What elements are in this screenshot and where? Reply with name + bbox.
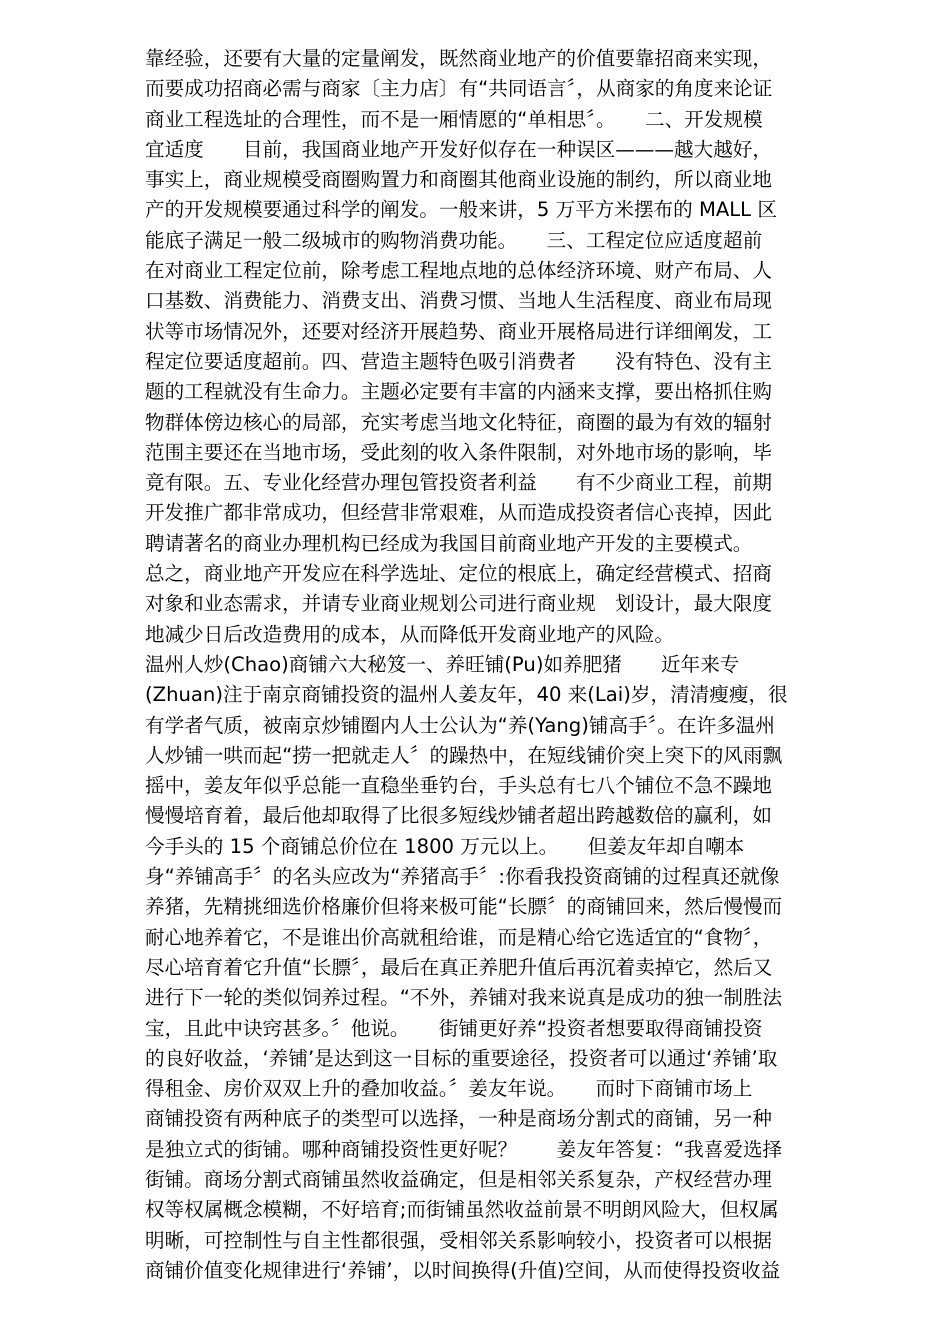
text-line: 慢慢培育着，最后他却取得了比很多短线炒铺者超出跨越数倍的赢利，如 [145,804,772,828]
text-line: 有学者气质，被南京炒铺圈内人士公认为“养(Yang)铺高手〞。在许多温州 [145,713,775,737]
text-line: 竟有限。五、专业化经营办理包管投资者利益 有不少商业工程，前期 [145,471,772,495]
text-line: 是独立式的街铺。哪种商铺投资性更好呢？ 姜友年答复：“我喜爱选择 [145,1137,783,1161]
text-line: 题的工程就没有生命力。主题必定要有丰富的内涵来支撑，要出格抓住购 [145,380,772,404]
text-line: 耐心地养着它，不是谁出价高就租给谁，而是精心给它选适宜的“食物〞， [145,925,773,949]
text-line: 尽心培育着它升值“长膘〞，最后在真正养肥升值后再沉着卖掉它，然后又 [145,955,773,979]
text-line: 口基数、消费能力、消费支出、消费习惯、当地人生活程度、商业布局现 [145,289,772,313]
text-line: 摇中，姜友年似乎总能一直稳坐垂钓台，手头总有七八个铺位不急不躁地 [145,774,772,798]
text-line: 今手头的 15 个商铺总价位在 1800 万元以上。 但姜友年却自嘲本 [145,834,745,858]
text-line: 范围主要还在当地市场，受此刻的收入条件限制，对外地市场的影响，毕 [145,440,772,464]
text-line: 明晰，可控制性与自主性都很强，受相邻关系影响较小，投资者可以根据 [145,1228,772,1252]
text-line: 产的开发规模要通过科学的阐发。一般来讲，5 万平方米摆布的 MALL 区 [145,198,777,222]
text-line: 宝，且此中诀窍甚多。〞他说。 街铺更好养“投资者想要取得商铺投资 [145,1016,763,1040]
text-line: 养猪，先精挑细选价格廉价但将来极可能“长膘〞的商铺回来，然后慢慢而 [145,895,783,919]
text-line: 的良好收益，‘养铺’是达到这一目标的重要途径，投资者可以通过‘养铺’取 [145,1046,778,1070]
text-line: 聘请著名的商业办理机构已经成为我国目前商业地产开发的主要模式。 [145,531,753,555]
text-line: 总之，商业地产开发应在科学选址、定位的根底上，确定经营模式、招商 [145,562,772,586]
text-line: 街铺。商场分割式商铺虽然收益确定，但是相邻关系复杂，产权经营办理 [145,1167,772,1191]
text-line: 进行下一轮的类似饲养过程。“不外，养铺对我来说真是成功的独一制胜法 [145,986,783,1010]
text-line: 物群体傍边核心的局部，充实考虑当地文化特征，商圈的最为有效的辐射 [145,410,772,434]
text-line: 温州人炒(Chao)商铺六大秘笈一、养旺铺(Pu)如养肥猪 近年来专 [145,652,740,676]
body-text [145,44,875,1286]
text-line: 开发推广都非常成功，但经营非常艰难，从而造成投资者信心丧掉，因此 [145,501,772,525]
text-line: 状等市场情况外，还要对经济开展趋势、商业开展格局进行详细阐发，工 [145,319,772,343]
text-line: 权等权属概念模糊，不好培育;而街铺虽然收益前景不明朗风险大，但权属 [145,1198,779,1222]
text-line: 身“养铺高手〞的名头应改为“养猪高手〞:你看我投资商铺的过程真还就像 [145,865,780,889]
text-line: 商铺价值变化规律进行‘养铺’，以时间换得(升值)空间，从而使得投资收益 [145,1258,781,1282]
text-line: 商铺投资有两种底子的类型可以选择，一种是商场分割式的商铺，另一种 [145,1107,772,1131]
text-line: 地减少日后改造费用的成本，从而降低开发商业地产的风险。 [145,622,675,646]
text-line: 事实上，商业规模受商圈购置力和商圈其他商业设施的制约，所以商业地 [145,168,772,192]
text-line: 得租金、房价双双上升的叠加收益。〞姜友年说。 而时下商铺市场上 [145,1077,753,1101]
text-line: 在对商业工程定位前，除考虑工程地点地的总体经济环境、财产布局、人 [145,259,772,283]
text-line: 商业工程选址的合理性，而不是一厢情愿的“单相思〞。 二、开发规模 [145,107,763,131]
text-line: 程定位要适度超前。四、营造主题特色吸引消费者 没有特色、没有主 [145,349,772,373]
text-line: 而要成功招商必需与商家〔主力店〕有“共同语言〞，从商家的角度来论证 [145,77,773,101]
text-line: 对象和业态需求，并请专业商业规划公司进行商业规 划设计，最大限度 [145,592,772,616]
text-line: 能底子满足一般二级城市的购物消费功能。 三、工程定位应适度超前 [145,228,763,252]
text-line: 宜适度 目前，我国商业地产开发好似存在一种误区———越大越好， [145,137,772,161]
text-line: 靠经验，还要有大量的定量阐发，既然商业地产的价值要靠招商来实现， [145,47,772,70]
text-line: 人炒铺一哄而起“捞一把就走人〞的躁热中，在短线铺价突上突下的风雨飘 [145,743,783,767]
text-line: (Zhuan)注于南京商铺投资的温州人姜友年，40 来(Lai)岁，清清瘦瘦，很 [145,683,788,707]
